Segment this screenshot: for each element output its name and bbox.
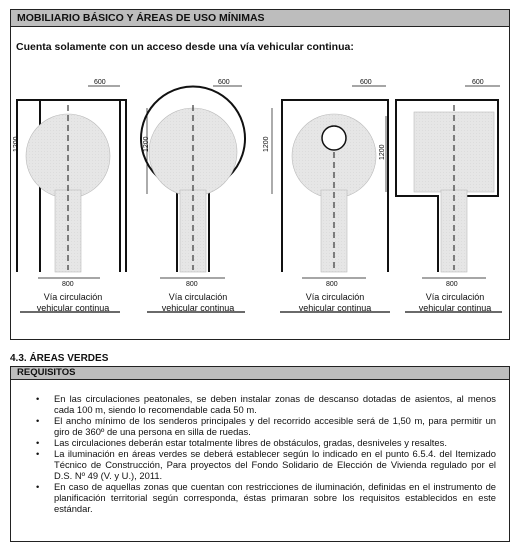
dim-width-2: 600 [218, 79, 230, 86]
diagram-subtitle: Cuenta solamente con un acceso desde una vía vehicular continua: [16, 41, 354, 53]
diagram-round-top [138, 87, 245, 272]
list-item: • El ancho mínimo de los senderos principales y del recorrido accesible será de 1,50 m, para permitir un giro de 360º de una persona en silla de ruedas. [36, 415, 496, 437]
caption-2: Vía circulación vehicular continua [161, 292, 235, 313]
list-item: • La iluminación en áreas verdes se deberá establecer según lo indicado en el punto 6.5.4. del Itemizado Técnico de Construcción, Para proyectos del Fondo Solidario de Elección de Vivienda regulado por el D.S. Nº 49 (V. y U.), 2011. [36, 448, 496, 481]
diagram-square [396, 100, 498, 272]
dim-height-2: 1200 [143, 136, 150, 152]
dim-base-3: 800 [326, 281, 338, 288]
dim-width-3: 600 [360, 79, 372, 86]
caption-3: Vía circulación vehicular continua [298, 292, 372, 313]
dim-width-1: 600 [94, 79, 106, 86]
caption-1: Vía circulación vehicular continua [36, 292, 110, 313]
dim-base-4: 800 [446, 281, 458, 288]
list-item: • En las circulaciones peatonales, se deben instalar zonas de descanso dotadas de asientos, al menos cada 100 m, siendo lo recomendable cada 50 m. [36, 393, 496, 415]
section-header: MOBILIARIO BÁSICO Y ÁREAS DE USO MÍNIMAS [10, 9, 510, 27]
requirements-list [36, 393, 496, 514]
requirements-header: REQUISITOS [10, 366, 510, 380]
dim-width-4: 600 [472, 79, 484, 86]
diagram-circle-in-square [17, 100, 120, 272]
dim-base-2: 800 [186, 281, 198, 288]
section-title: 4.3. ÁREAS VERDES [10, 353, 109, 364]
caption-4: Vía circulación vehicular continua [418, 292, 492, 313]
dim-height-1: 1200 [13, 136, 20, 152]
dim-height-3: 1200 [263, 136, 270, 152]
dim-height-4: 1200 [379, 144, 386, 160]
turnaround-diagrams [10, 60, 510, 320]
list-item: • En caso de aquellas zonas que cuentan con restricciones de iluminación, definidas en el instrumento de planificación territorial según corresponda, éstas primaran sobre los requisitos establecidos en este estándar. [36, 481, 496, 514]
dim-base-1: 800 [62, 281, 74, 288]
list-item: • Las circulaciones deberán estar totalmente libres de obstáculos, gradas, desniveles y resaltes. [36, 437, 496, 448]
diagram-island [282, 100, 388, 272]
